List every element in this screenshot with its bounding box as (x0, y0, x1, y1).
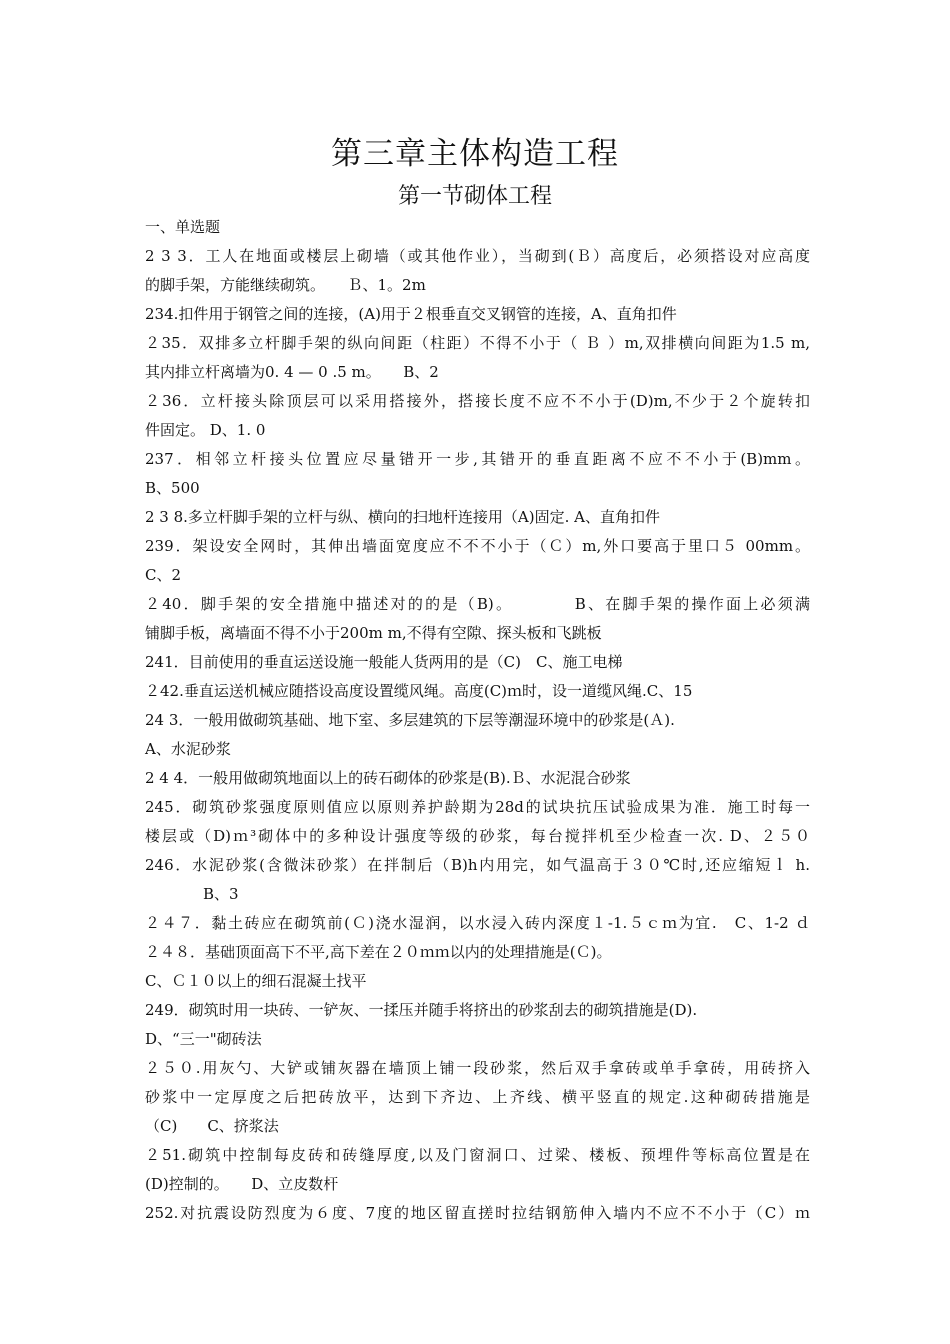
text-line: 246．水泥砂浆(含微沫砂浆）在拌制后（B)h内用完，如气温高于３０℃时,还应缩短ｌ h. (145, 856, 810, 874)
text-line: ２36．立杆接头除顶层可以采用搭接外，搭接长度不应不不小于(D)m,不少于２个旋转扣 (145, 392, 810, 410)
text-line: ２40．脚手架的安全措施中描述对的的是（B)。 B、在脚手架的操作面上必须满 (145, 595, 810, 613)
text-line: 24 3．一般用做砌筑基础、地下室、多层建筑的下层等潮湿环境中的砂浆是(Ａ). (145, 711, 675, 729)
text-line: 件固定。 D、1. 0 (145, 421, 266, 439)
text-line: 234.扣件用于钢管之间的连接，(A)用于２根垂直交叉钢管的连接，A、直角扣件 (145, 305, 677, 323)
text-line: 砂浆中一定厚度之后把砖放平，达到下齐边、上齐线、横平竖直的规定.这种砌砖措施是 (145, 1088, 810, 1106)
section-title: 第一节砌体工程 (397, 184, 552, 209)
chapter-title: 第三章主体构造工程 (331, 136, 619, 172)
text-line: 楼层或（D)ｍ³砌体中的多种设计强度等级的砂浆，每台搅拌机至少检查一次. D、２５０ (145, 827, 810, 845)
text-line: （C) C、挤浆法 (145, 1117, 279, 1135)
text-line: A、水泥砂浆 (145, 740, 231, 758)
text-line: 2 4 4．一般用做砌筑地面以上的砖石砌体的砂浆是(B).Ｂ、水泥混合砂浆 (145, 769, 631, 787)
text-line: B、500 (145, 479, 200, 497)
document-body (145, 213, 810, 1228)
text-line: 237．相邻立杆接头位置应尽量错开一步,其错开的垂直距离不应不不小于(B)mm。 (145, 450, 810, 468)
text-line: 的脚手架，方能继续砌筑。 Ｂ、1。2m (145, 276, 426, 294)
text-line: 2 3 3．工人在地面或楼层上砌墙（或其他作业），当砌到(Ｂ）高度后，必须搭设对应高度 (145, 247, 810, 265)
text-line: B、3 (203, 885, 239, 903)
text-line: ２４７．黏土砖应在砌筑前(Ｃ)浇水湿润，以水浸入砖内深度１-1.５ｃｍ为宜. C、1-2 ｄ (145, 914, 810, 932)
text-line: 铺脚手板，离墙面不得不小于200m m,不得有空隙、探头板和飞跳板 (145, 624, 602, 642)
text-line: ２35．双排多立杆脚手架的纵向间距（柱距）不得不小于（ Ｂ ）m,双排横向间距为1.5 m, (145, 334, 810, 352)
text-line: 241．目前使用的垂直运送设施一般能人货两用的是（C) C、施工电梯 (145, 653, 623, 671)
text-line: 245．砌筑砂浆强度原则值应以原则养护龄期为28d的试块抗压试验成果为准．施工时每一 (145, 798, 810, 816)
text-line: 239．架设安全网时，其伸出墙面宽度应不不不小于（Ｃ）m,外口要高于里口５ 00mm。 (145, 537, 810, 555)
text-line: 252.对抗震设防烈度为６度、7度的地区留直搓时拉结钢筋伸入墙内不应不不小于（C）ｍ (145, 1204, 810, 1222)
text-line: C、2 (145, 566, 182, 584)
text-line: 其内排立杆离墙为0. 4 — 0 .5 m。 B、2 (145, 363, 439, 381)
text-line: ２51.砌筑中控制每皮砖和砖缝厚度,以及门窗洞口、过梁、楼板、预埋件等标高位置是在 (145, 1146, 810, 1164)
text-line: ２４８．基础顶面高下不平,高下差在２０ｍｍ以内的处理措施是(Ｃ)。 (145, 943, 612, 961)
text-line: D、“三一"砌砖法 (145, 1030, 262, 1048)
text-line: ２５０.用灰勺、大铲或铺灰器在墙顶上铺一段砂浆，然后双手拿砖或单手拿砖，用砖挤入 (145, 1059, 810, 1077)
text-line: ２42.垂直运送机械应随搭设高度设置缆风绳。高度(C)ｍ时，设一道缆风绳.C、15 (145, 682, 693, 700)
text-line: 2 3 8.多立杆脚手架的立杆与纵、横向的扫地杆连接用（A)固定. A、直角扣件 (145, 508, 660, 526)
text-line: (D)控制的。 D、立皮数杆 (145, 1175, 339, 1193)
text-line: 一、单选题 (145, 218, 221, 236)
text-line: 249．砌筑时用一块砖、一铲灰、一揉压并随手将挤出的砂浆刮去的砌筑措施是(D). (145, 1001, 698, 1019)
text-line: C、Ｃ１０以上的细石混凝土找平 (145, 972, 367, 990)
